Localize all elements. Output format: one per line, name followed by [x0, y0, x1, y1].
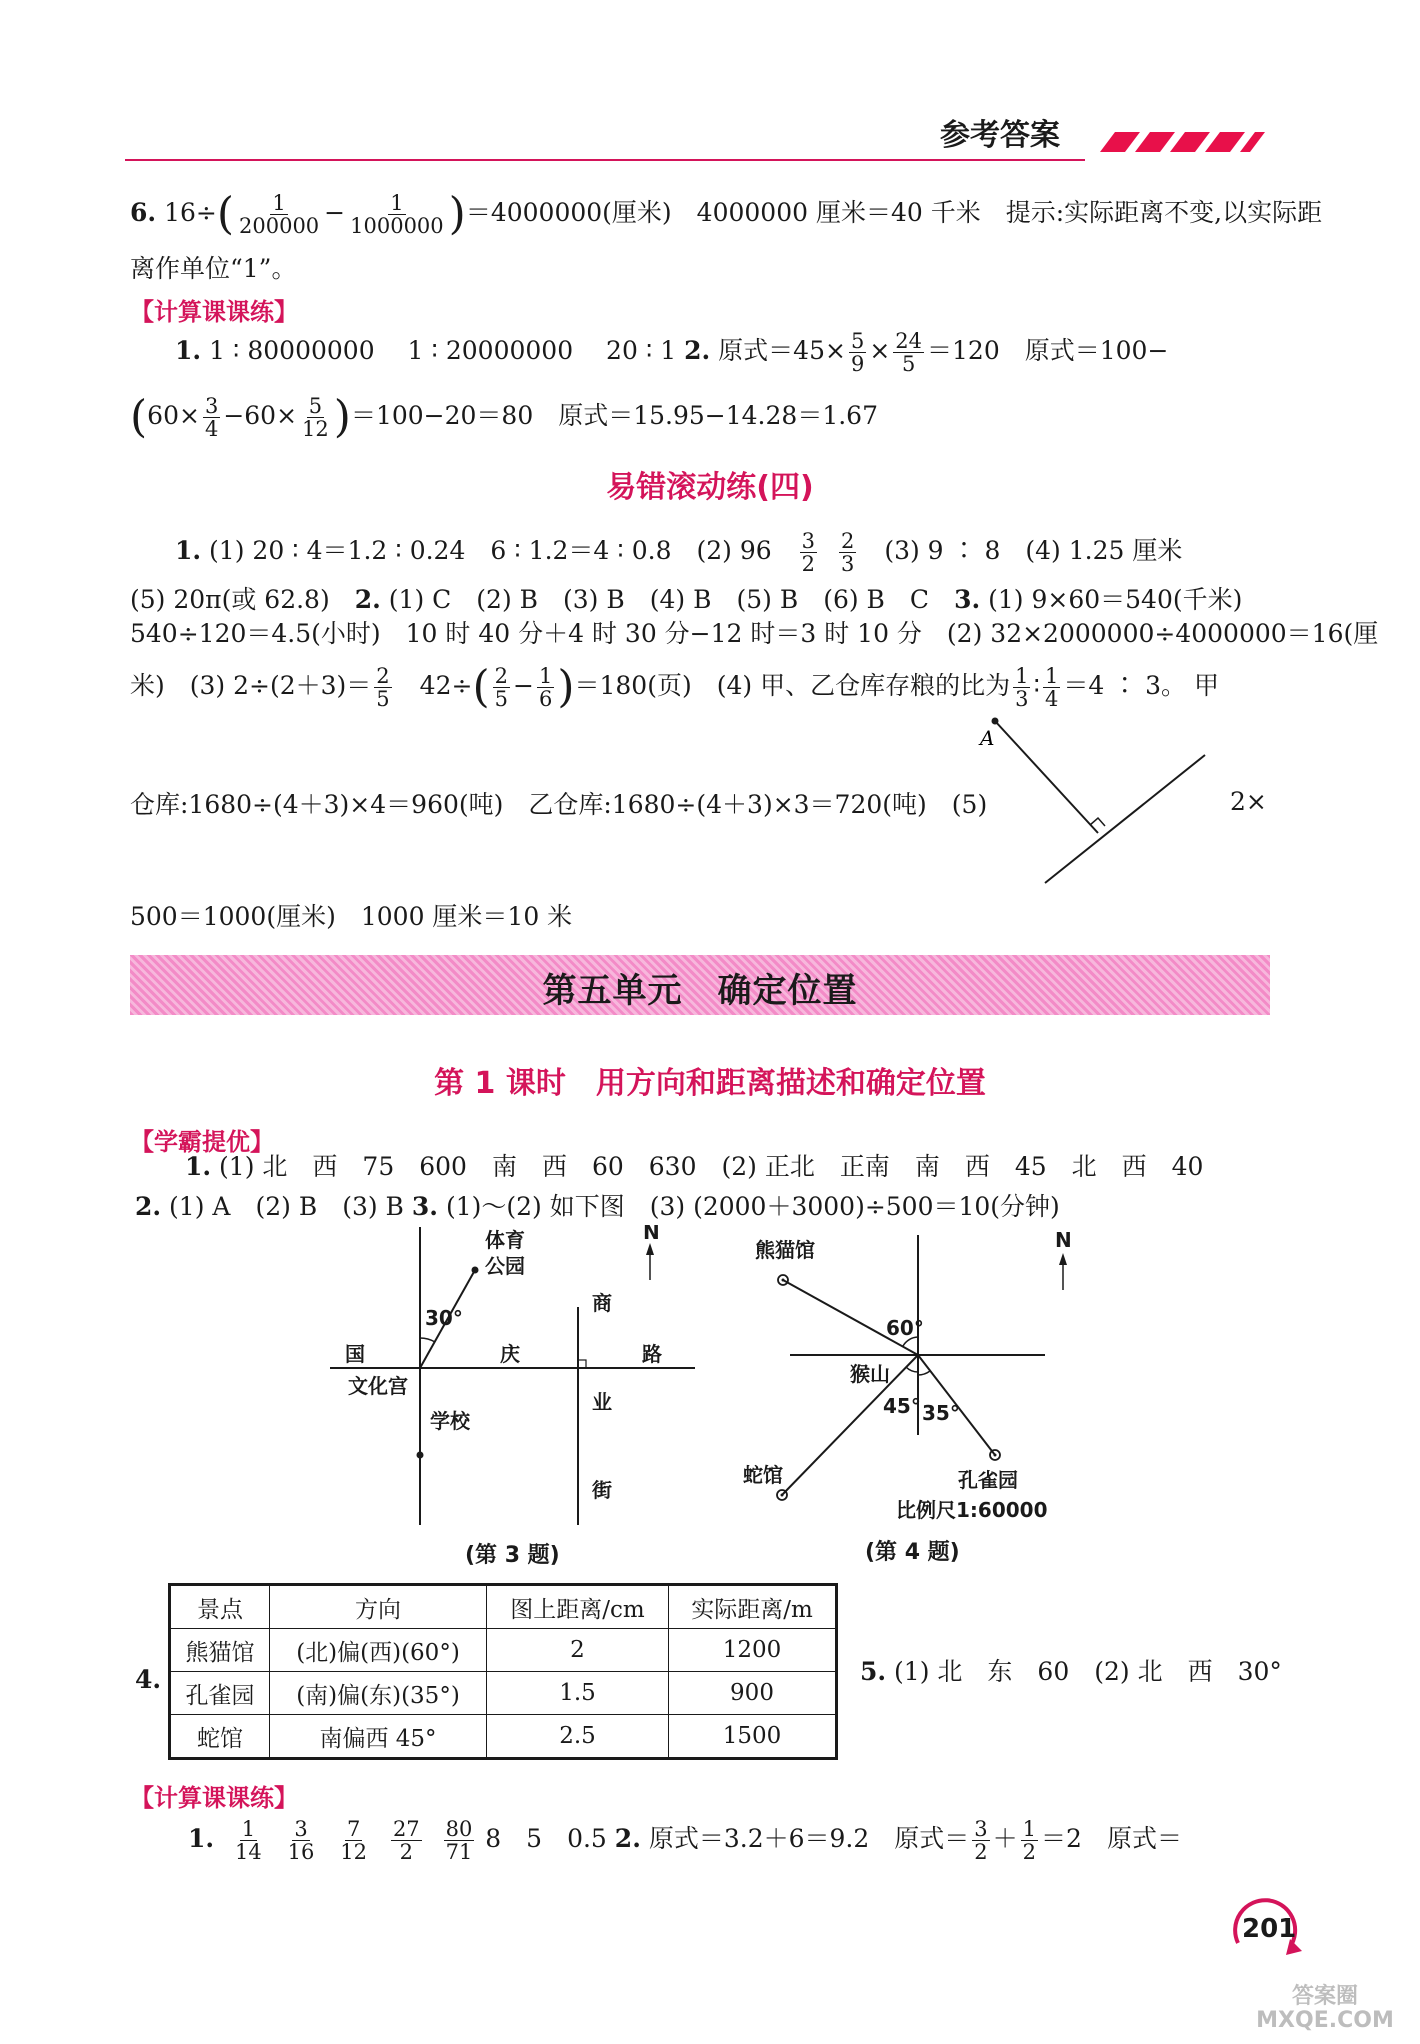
paren-close: ) [448, 188, 466, 240]
calc1-tag: 【计算课课练】 [130, 298, 298, 326]
table-header-row [170, 1585, 837, 1629]
review-l4-b: 42÷ [394, 671, 473, 700]
gym-label-1: 体育 [485, 1228, 525, 1252]
angle-60-label: 60° [886, 1316, 924, 1340]
fraction [849, 330, 866, 375]
numerator: 27 [392, 1817, 420, 1841]
denominator: 5 [494, 687, 508, 711]
plus: ＋ [992, 1824, 1018, 1853]
angle-30-label: 30° [425, 1306, 463, 1330]
lesson-q2-answers: (1) A (2) B (3) B [161, 1192, 412, 1221]
review-line4: 米) (3) 2÷(2＋3)＝ $\frac{2}{5}$ 42÷( $\frac{2}{5}$ − $\frac{1}{6}$ )＝180(页) (4) 甲、乙仓库存粮的比为 $\frac{1}{3}$ ∶ $\frac{1}{4}$ ＝4 ∶ 3。 甲 [130, 661, 1219, 713]
calc2-p1: 原式＝3.2＋6＝9.2 原式＝ [640, 1824, 970, 1853]
denominator: 2 [399, 1840, 413, 1864]
numerator: 1 [1022, 1817, 1037, 1841]
numerator: 1 [272, 191, 286, 215]
school-label: 学校 [430, 1409, 470, 1433]
point-a-label: A [980, 726, 995, 750]
denominator: 2 [974, 1840, 988, 1864]
monkey-label: 猴山 [850, 1362, 890, 1386]
road-char-1: 国 [345, 1342, 365, 1366]
denominator: 71 [445, 1840, 473, 1864]
denominator: 6 [538, 687, 553, 711]
street-char-1: 商 [592, 1291, 612, 1315]
denominator: 3 [840, 552, 855, 576]
fraction [493, 665, 510, 710]
lesson-line2 [135, 1190, 1060, 1224]
right-angle-mark [1090, 818, 1105, 826]
review-line6: 500＝1000(厘米) 1000 厘米＝10 米 [130, 902, 573, 931]
review-l2-a: (5) 20π(或 62.8) [130, 585, 355, 614]
q6-expr-a: 16÷ [164, 198, 217, 227]
review-line1 [175, 530, 1182, 575]
denominator: 12 [302, 417, 329, 441]
table-row [170, 1672, 837, 1715]
paren-open: ( [472, 661, 490, 713]
header-cell: 方向 [270, 1585, 487, 1629]
denominator: 4 [1044, 687, 1059, 711]
q6-expr-b: ＝4000000(厘米) 4000000 厘米＝40 千米 提示:实际距离不变,以实际距 [465, 198, 1323, 227]
denominator: 2 [801, 552, 816, 576]
school-point [417, 1452, 424, 1459]
paren-open: ( [130, 391, 148, 443]
gym-label-2: 公园 [485, 1254, 525, 1278]
q5-number: 5. [860, 1657, 887, 1686]
denominator: 16 [287, 1840, 315, 1864]
figure-4-caption: (第 4 题) [865, 1540, 960, 1565]
denominator: 4 [204, 417, 219, 441]
fraction [444, 1818, 475, 1863]
angle-45-label: 45° [883, 1394, 921, 1418]
table-row [170, 1715, 837, 1759]
fraction [286, 1818, 317, 1863]
numerator: 2 [840, 529, 855, 553]
table-cell: 熊猫馆 [170, 1629, 270, 1672]
q5-answers: (1) 北 东 60 (2) 北 西 30° [886, 1657, 1282, 1686]
palace-label: 文化宫 [348, 1374, 408, 1398]
review-line5-tail: 2× [1230, 787, 1267, 816]
fraction [233, 1818, 264, 1863]
denominator: 9 [850, 352, 865, 376]
north-arrow-head [646, 1243, 654, 1255]
fraction [348, 192, 446, 237]
peacock-label: 孔雀园 [958, 1468, 1018, 1492]
denominator: 5 [901, 352, 916, 376]
numerator: 1 [1044, 664, 1059, 688]
numerator: 1 [538, 664, 553, 688]
lesson-tag: 【学霸提优】 [130, 1128, 274, 1156]
table-cell: 1200 [669, 1629, 837, 1672]
calc1-l2-a: 60× [147, 401, 200, 430]
header-cell: 实际距离/m [669, 1585, 837, 1629]
numerator: 80 [445, 1817, 473, 1841]
table-cell: 2 [487, 1629, 669, 1672]
calc1-expr: 原式＝45× [710, 336, 846, 365]
angle-arc-35 [918, 1371, 930, 1375]
review-l2-b: (1) C (2) B (3) B (4) B (5) B (6) B C [380, 585, 955, 614]
fraction [839, 530, 856, 575]
header-title: 参考答案 [940, 118, 1060, 153]
calc2-q2-number: 2. [614, 1824, 641, 1853]
fraction [338, 1818, 369, 1863]
review-l2-c: (1) 9×60＝540(千米) [980, 585, 1243, 614]
base-line [1045, 755, 1205, 883]
calc1-l2-c: ＝100−20＝80 原式＝15.95−14.28＝1.67 [350, 401, 878, 430]
denominator: 200000 [239, 214, 320, 238]
paren-open: ( [216, 188, 234, 240]
numerator: 1 [1015, 664, 1029, 688]
times: × [869, 336, 891, 365]
lesson-title: 第 1 课时 用方向和距离描述和确定位置 [434, 1066, 986, 1101]
review-l1-b: (3) 9 ∶ 8 (4) 1.25 厘米 [859, 536, 1183, 565]
numerator: 3 [294, 1817, 308, 1841]
right-angle-mark [578, 1360, 586, 1368]
page-number: 201 [1242, 1914, 1297, 1944]
calc1-line1 [175, 330, 1168, 375]
angle-arc-45 [906, 1367, 918, 1372]
figure-3-caption: (第 3 题) [465, 1543, 560, 1568]
denominator: 2 [1022, 1840, 1037, 1864]
figure-3-map [330, 1225, 710, 1530]
table-cell: (北)偏(西)(60°) [270, 1629, 487, 1672]
header-rule [0, 0, 1420, 170]
lesson-q2-number: 2. [135, 1192, 162, 1221]
paren-close: ) [557, 661, 575, 713]
q6-number: 6. [130, 198, 157, 227]
lesson-line1 [185, 1150, 1203, 1184]
north-arrow-head [1059, 1253, 1067, 1265]
review-section-title: 易错滚动练(四) [606, 470, 814, 505]
road-char-3: 路 [642, 1342, 662, 1366]
calc2-line [188, 1818, 1182, 1863]
q6-line1 [130, 188, 1323, 240]
lesson-q1-answers: (1) 北 西 75 600 南 西 60 630 (2) 正北 正南 南 西 45 北 西 40 [211, 1152, 1204, 1181]
unit-banner [130, 955, 1270, 1015]
unit-title: 第五单元 确定位置 [542, 971, 858, 1011]
numerator: 3 [974, 1817, 988, 1841]
calc1-q2-number: 2. [684, 336, 711, 365]
review-q3-number: 3. [954, 585, 981, 614]
snake-label: 蛇馆 [743, 1463, 783, 1487]
review-q1-number: 1. [175, 536, 202, 565]
scale-label: 比例尺1:60000 [896, 1498, 1048, 1522]
perpendicular-diagram [970, 705, 1230, 885]
table-cell: 900 [669, 1672, 837, 1715]
numerator: 1 [390, 191, 404, 215]
review-line5: 仓库:1680÷(4＋3)×4＝960(吨) 乙仓库:1680÷(4＋3)×3＝720(吨) (5) [130, 790, 988, 819]
table-cell: 2.5 [487, 1715, 669, 1759]
review-l1-a: (1) 20 ∶ 4＝1.2 ∶ 0.24 6 ∶ 1.2＝4 ∶ 0.8 (2) 96 [201, 536, 797, 565]
fraction [203, 395, 220, 440]
numerator: 3 [204, 394, 219, 418]
denominator: 3 [1015, 687, 1029, 711]
q6-line2: 离作单位“1”。 [130, 254, 297, 283]
north-label: N [643, 1225, 660, 1244]
table-cell: (南)偏(东)(35°) [270, 1672, 487, 1715]
page-number-badge [1220, 1895, 1330, 1965]
numerator: 24 [895, 329, 923, 353]
fraction [237, 192, 321, 237]
fraction [391, 1818, 422, 1863]
fraction [300, 395, 331, 440]
figure-4-map [740, 1225, 1080, 1525]
north-label: N [1055, 1228, 1072, 1252]
review-l4-c: ＝180(页) (4) 甲、乙仓库存粮的比为 [574, 671, 1011, 700]
angle-arc [420, 1338, 435, 1342]
table-cell: 蛇馆 [170, 1715, 270, 1759]
table-cell: 1500 [669, 1715, 837, 1759]
calc2-tag: 【计算课课练】 [130, 1784, 298, 1812]
denominator: 14 [235, 1840, 262, 1864]
fraction [800, 530, 817, 575]
review-q2-number: 2. [354, 585, 381, 614]
lesson-q3-number: 3. [411, 1192, 438, 1221]
calc1-expr-result: ＝120 原式＝100− [927, 336, 1169, 365]
fraction [972, 1818, 989, 1863]
angle-35-label: 35° [922, 1401, 960, 1425]
table-cell: 1.5 [487, 1672, 669, 1715]
minus: − [324, 198, 346, 227]
denominator: 12 [340, 1840, 368, 1864]
ratio-sign: ∶ [1033, 671, 1040, 700]
calc2-p2: ＝2 原式＝ [1041, 1824, 1182, 1853]
calc1-line2 [130, 391, 878, 443]
fraction [1013, 665, 1030, 710]
road-char-2: 庆 [500, 1342, 520, 1366]
review-line3: 540÷120＝4.5(小时) 10 时 40 分＋4 时 30 分−12 时＝3 时 10 分 (2) 32×2000000÷4000000＝16(厘 [130, 619, 1379, 648]
q5-line [860, 1655, 1282, 1689]
numerator: 2 [494, 664, 508, 688]
calc1-ratios: 1 ∶ 80000000 1 ∶ 20000000 20 ∶ 1 [209, 336, 685, 365]
numerator: 5 [850, 329, 865, 353]
street-char-3: 街 [592, 1478, 612, 1502]
table-cell: 孔雀园 [170, 1672, 270, 1715]
calc1-q1-number: 1. [175, 336, 202, 365]
numerator: 7 [346, 1817, 361, 1841]
numerator: 3 [801, 529, 816, 553]
perpendicular-line [995, 721, 1098, 833]
fraction [1043, 665, 1060, 710]
numerator: 1 [241, 1817, 256, 1841]
review-l4-d: ＝4 ∶ 3。 甲 [1063, 671, 1219, 700]
table-row [170, 1629, 837, 1672]
fraction [893, 330, 924, 375]
calc1-l2-b: −60× [223, 401, 298, 430]
header-cell: 图上距离/cm [487, 1585, 669, 1629]
fraction [537, 665, 554, 710]
calc2-rest: 8 5 0.5 [485, 1824, 615, 1853]
review-line2 [130, 583, 1242, 617]
calc2-q1-number: 1. [188, 1824, 215, 1853]
header-cell: 景点 [170, 1585, 270, 1629]
paren-close: ) [333, 391, 351, 443]
fraction [374, 665, 391, 710]
lesson-q1-number: 1. [185, 1152, 212, 1181]
gym-point [472, 1267, 479, 1274]
table-cell: 南偏西 45° [270, 1715, 487, 1759]
q4-number: 4. [135, 1665, 162, 1694]
header-stripes [1100, 132, 1265, 152]
watermark: 答案圈 MXQE.COM [1256, 1984, 1394, 2033]
denominator: 1000000 [350, 214, 444, 238]
lesson-q3-answers: (1)～(2) 如下图 (3) (2000＋3000)÷500＝10(分钟) [438, 1192, 1060, 1221]
review-l4-a: 米) (3) 2÷(2＋3)＝ [130, 671, 372, 700]
fraction [1021, 1818, 1038, 1863]
panda-label: 熊猫馆 [755, 1238, 815, 1262]
denominator: 5 [376, 687, 390, 711]
numerator: 2 [376, 664, 390, 688]
q4-table [168, 1583, 838, 1760]
street-char-2: 业 [592, 1390, 612, 1414]
numerator: 5 [308, 394, 323, 418]
